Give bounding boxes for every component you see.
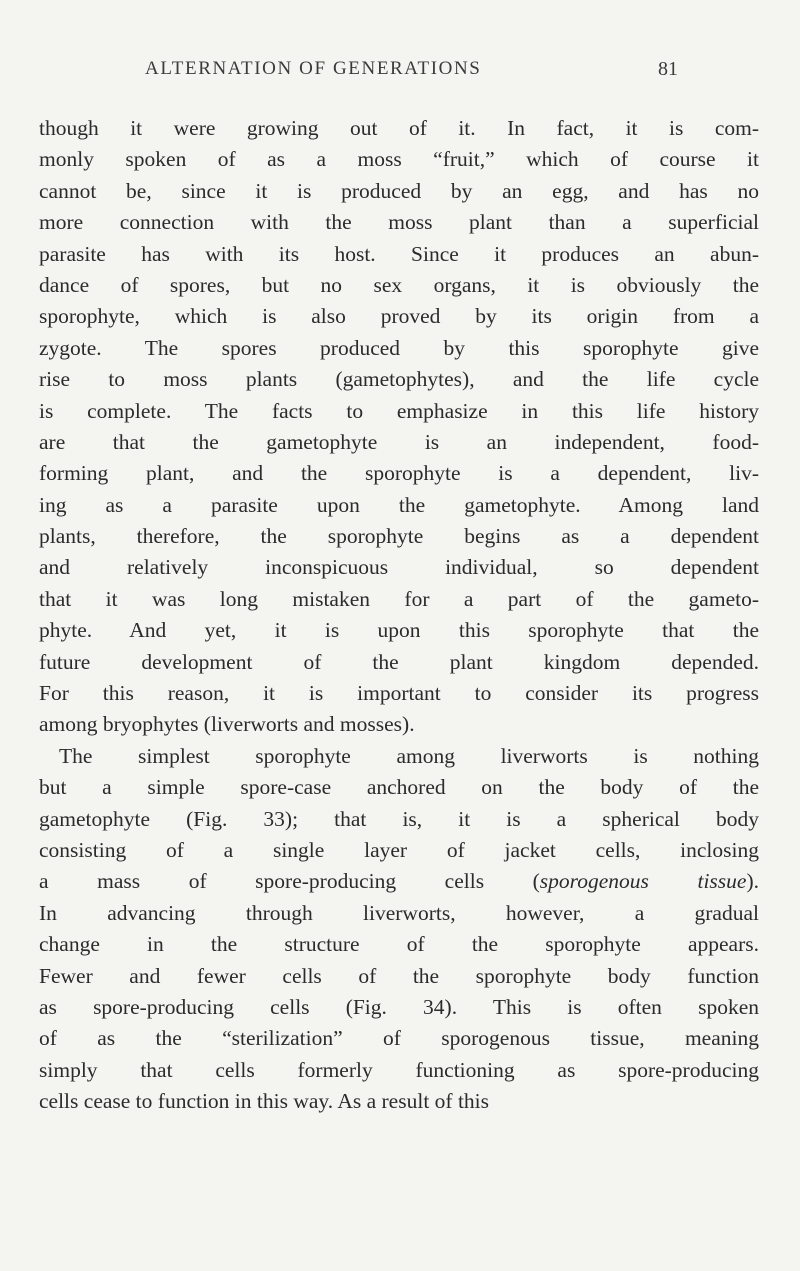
italic-term: sporogenous tissue (539, 869, 747, 894)
text-line: dance of spores, but no sex organs, it is obviously the (39, 272, 759, 297)
paragraph-first-line: The simplest sporophyte among liverworts is nothing (59, 743, 759, 768)
text-line: plants, therefore, the sporophyte begins as a dependent (39, 524, 759, 549)
text-line: though it were growing out of it. In fact, it is com- (39, 116, 759, 140)
text-line: of as the “sterilization” of sporogenous tissue, meaning (39, 1026, 759, 1051)
text-line: that it was long mistaken for a part of the gameto- (39, 586, 759, 611)
text-line: monly spoken of as a moss “fruit,” which of course it (39, 147, 759, 172)
text-fragment: a mass of spore-producing cells ( (39, 869, 540, 894)
text-line-with-term (39, 866, 759, 897)
text-line: forming plant, and the sporophyte is a dependent, liv- (39, 461, 759, 486)
text-line: Fewer and fewer cells of the sporophyte body function (39, 963, 759, 988)
text-line: sporophyte, which is also proved by its origin from a (39, 304, 759, 329)
text-line: are that the gametophyte is an independent, food- (39, 429, 759, 454)
page-number: 81 (658, 58, 678, 80)
text-line: phyte. And yet, it is upon this sporophyte that the (39, 618, 759, 643)
text-line: In advancing through liverworts, however, a gradual (39, 900, 759, 925)
text-line: zygote. The spores produced by this sporophyte give (39, 335, 759, 360)
text-line: cells cease to function in this way. As a result of this (39, 1089, 490, 1114)
running-head (0, 58, 800, 88)
text-line: rise to moss plants (gametophytes), and the life cycle (39, 367, 759, 392)
text-line: For this reason, it is important to consider its progress (39, 681, 759, 706)
text-line: change in the structure of the sporophyte appears. (39, 932, 759, 957)
text-line: cannot be, since it is produced by an egg, and has no (39, 178, 759, 203)
text-line: parasite has with its host. Since it produces an abun- (39, 241, 759, 266)
text-line: ing as a parasite upon the gametophyte. Among land (39, 492, 759, 517)
text-fragment: ). (746, 869, 759, 894)
text-line: but a simple spore-case anchored on the body of the (39, 775, 759, 800)
text-line: as spore-producing cells (Fig. 34). This is often spoken (39, 994, 759, 1019)
text-line: consisting of a single layer of jacket cells, inclosing (39, 837, 759, 862)
running-title: ALTERNATION OF GENERATIONS (145, 58, 482, 79)
text-line: more connection with the moss plant than a superficial (39, 210, 759, 235)
text-line: future development of the plant kingdom depended. (39, 649, 759, 674)
text-line: is complete. The facts to emphasize in this life history (39, 398, 759, 423)
text-line: gametophyte (Fig. 33); that is, it is a spherical body (39, 806, 759, 831)
text-line: and relatively inconspicuous individual, so dependent (39, 555, 759, 580)
body-text (39, 113, 759, 1118)
text-line: among bryophytes (liverworts and mosses). (39, 712, 415, 737)
text-line: simply that cells formerly functioning as spore-producing (39, 1057, 759, 1082)
